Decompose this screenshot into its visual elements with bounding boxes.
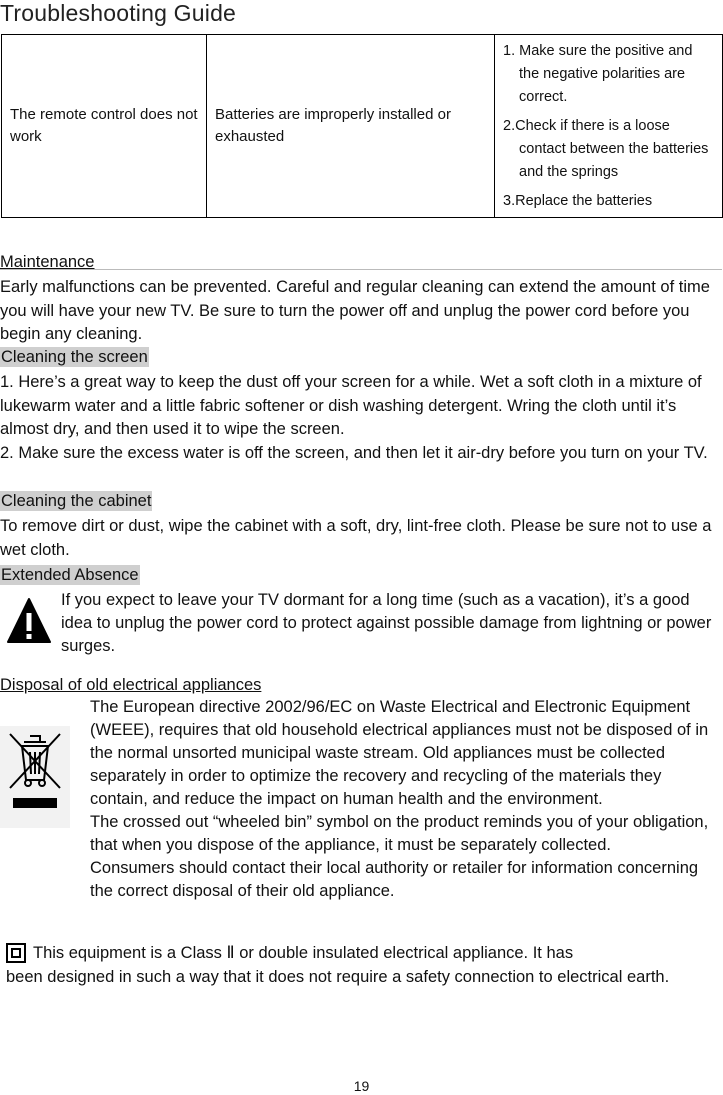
maintenance-heading: Maintenance — [0, 253, 95, 271]
class-ii-text-line-1: This equipment is a Class Ⅱ or double insulated electrical appliance. It has — [33, 944, 574, 962]
page-number: 19 — [353, 1078, 370, 1094]
table-row — [2, 35, 723, 218]
crossed-out-wheeled-bin-icon — [0, 726, 70, 828]
class-ii-text-line-2: been designed in such a way that it does not require a safety connection to electrical earth. — [6, 968, 670, 986]
solution-item: 1. Make sure the positive and the negative polarities are correct. — [503, 42, 693, 105]
maintenance-intro: Early malfunctions can be prevented. Careful and regular cleaning can extend the amount of time you will have your new TV. Be sure to turn the power off and unplug the power cord before you begin any cleaning. — [0, 278, 710, 343]
cleaning-screen-step-2: 2. Make sure the excess water is off the screen, and then let it air-dry before you turn on your TV. — [0, 444, 708, 462]
solution-item: 3.Replace the batteries — [503, 192, 653, 209]
solution-item: 2.Check if there is a loose contact between the batteries and the springs — [503, 117, 709, 180]
page-title: Troubleshooting Guide — [0, 0, 237, 26]
disposal-text — [90, 696, 722, 903]
disposal-paragraph: The crossed out “wheeled bin” symbol on the product reminds you of your obligation, that when you dispose of the appliance, it must be separately collected. — [90, 813, 709, 854]
extended-absence-heading: Extended Absence — [1, 566, 139, 584]
cleaning-cabinet-heading: Cleaning the cabinet — [1, 492, 152, 510]
double-square-class-ii-icon — [6, 943, 26, 963]
cleaning-screen-heading: Cleaning the screen — [1, 348, 148, 366]
solution-list — [503, 40, 714, 213]
disposal-heading: Disposal of old electrical appliances — [0, 676, 262, 694]
extended-absence-text: If you expect to leave your TV dormant for a long time (such as a vacation), it’s a good idea to unplug the power cord to protect against possible damage from lightning or power surges. — [61, 591, 712, 655]
section-divider — [0, 269, 722, 270]
disposal-paragraph: The European directive 2002/96/EC on Waste Electrical and Electronic Equipment (WEEE), requires that old household electrical appliances must not be disposed of in the normal unsorted municipal waste stream. Old appliances must be collected separately in order to optimize the recovery and recycling of the materials they contain, and reduce the impact on human health and the environment. — [90, 698, 709, 808]
cleaning-screen-step-1: 1. Here’s a great way to keep the dust off your screen for a while. Wet a soft cloth in a mixture of lukewarm water and a little fabric softener or dish washing detergent. Wring the cloth until it’s almost dry, and then used it to wipe the screen. — [0, 373, 702, 438]
disposal-paragraph: Consumers should contact their local authority or retailer for information concerning the correct disposal of their old appliance. — [90, 859, 699, 900]
cleaning-cabinet-text: To remove dirt or dust, wipe the cabinet with a soft, dry, lint-free cloth. Please be sure not to use a wet cloth. — [0, 517, 712, 559]
warning-triangle-icon — [6, 596, 52, 646]
solution-cell — [495, 35, 723, 218]
troubleshooting-table — [1, 34, 723, 218]
problem-cell: The remote control does not work — [2, 35, 207, 218]
cause-cell: Batteries are improperly installed or exhausted — [207, 35, 495, 218]
